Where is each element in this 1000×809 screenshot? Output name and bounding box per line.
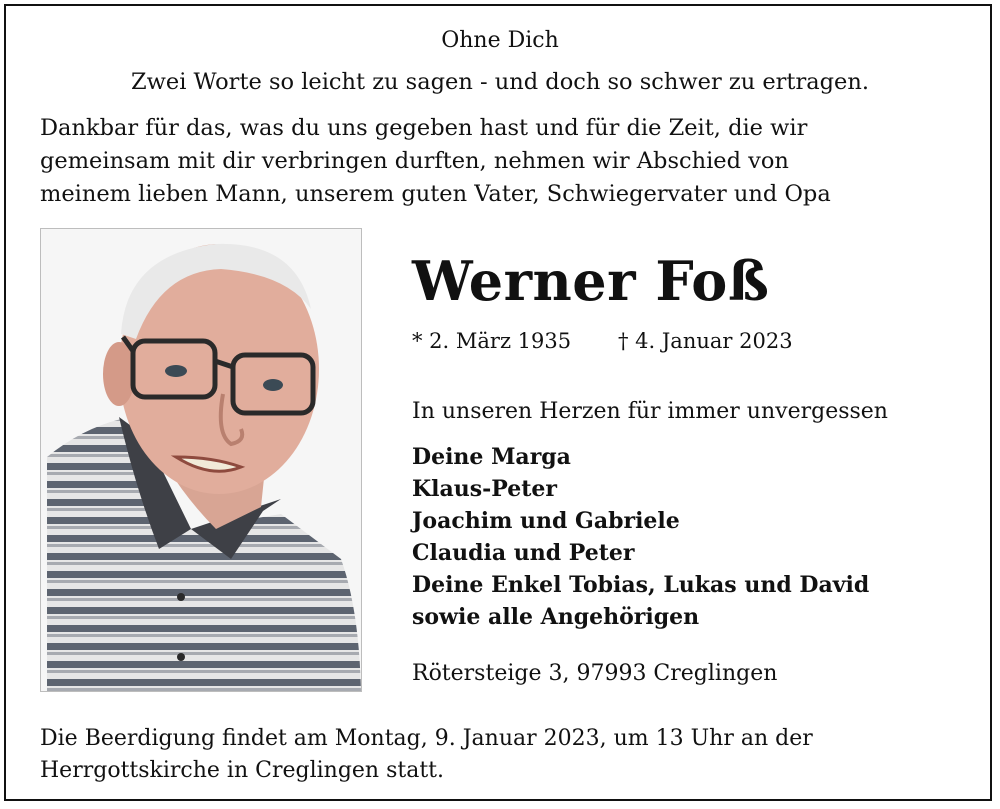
intro-line-3: meinem lieben Mann, unserem guten Vater, Schwiegervater und Opa xyxy=(40,181,831,207)
mourner-6: sowie alle Angehörigen xyxy=(412,604,700,630)
motto-title: Ohne Dich xyxy=(441,28,559,53)
address: Rötersteige 3, 97993 Creglingen xyxy=(412,661,778,686)
remembrance-text: In unseren Herzen für immer unvergessen xyxy=(412,399,888,424)
portrait-illustration xyxy=(41,229,361,691)
intro-line-2: gemeinsam mit dir verbringen durften, nehmen wir Abschied von xyxy=(40,148,789,174)
mourner-3: Joachim und Gabriele xyxy=(412,508,680,534)
mourner-2: Klaus-Peter xyxy=(412,476,557,502)
motto-subtitle: Zwei Worte so leicht zu sagen - und doch so schwer zu ertragen. xyxy=(130,69,870,95)
portrait-photo xyxy=(40,228,362,692)
death-date: † 4. Januar 2023 xyxy=(618,329,793,353)
funeral-line-2: Herrgottskirche in Creglingen statt. xyxy=(40,758,445,783)
mourner-1: Deine Marga xyxy=(412,444,571,470)
intro-line-1: Dankbar für das, was du uns gegeben hast und für die Zeit, die wir xyxy=(40,115,808,141)
deceased-name: Werner Foß xyxy=(412,249,770,313)
birth-date: * 2. März 1935 xyxy=(412,329,572,353)
funeral-line-1: Die Beerdigung findet am Montag, 9. Januar 2023, um 13 Uhr an der xyxy=(40,726,813,751)
mourner-4: Claudia und Peter xyxy=(412,540,635,566)
mourner-5: Deine Enkel Tobias, Lukas und David xyxy=(412,572,870,598)
